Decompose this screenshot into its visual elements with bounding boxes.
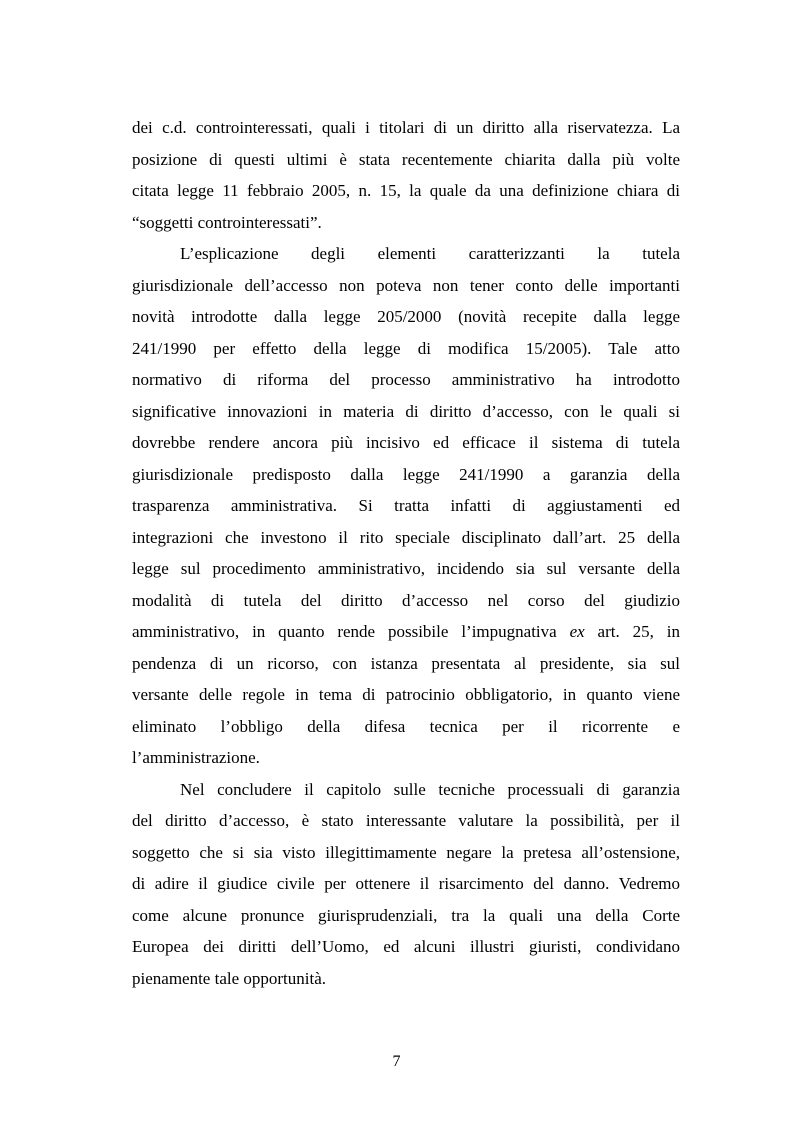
text-line: del diritto d’accesso, è stato interessante valutare la possibilità, per il (132, 811, 680, 830)
text-fragment: amministrativo, in quanto rende possibile l’impugnativa (132, 622, 570, 641)
text-line: legge sul procedimento amministrativo, incidendo sia sul versante della (132, 559, 680, 578)
page-number: 7 (392, 1053, 401, 1070)
text-line: novità introdotte dalla legge 205/2000 (novità recepite dalla legge (132, 307, 680, 326)
text-line: versante delle regole in tema di patrocinio obbligatorio, in quanto viene (132, 685, 680, 704)
text-line: L’esplicazione degli elementi caratterizzanti la tutela (180, 244, 680, 263)
text-line: 241/1990 per effetto della legge di modifica 15/2005). Tale atto (132, 338, 680, 358)
text-line: eliminato l’obbligo della difesa tecnica per il ricorrente e (132, 716, 680, 736)
text-line: trasparenza amministrativa. Si tratta infatti di aggiustamenti ed (132, 496, 680, 515)
text-line: integrazioni che investono il rito speciale disciplinato dall’art. 25 della (132, 527, 680, 547)
text-line: citata legge 11 febbraio 2005, n. 15, la quale da una definizione chiara di (132, 181, 680, 200)
paragraph-3 (132, 774, 680, 995)
text-line: dovrebbe rendere ancora più incisivo ed efficace il sistema di tutela (132, 433, 680, 452)
text-line: giurisdizionale predisposto dalla legge 241/1990 a garanzia della (132, 464, 680, 484)
text-line: posizione di questi ultimi è stata recentemente chiarita dalla più volte (132, 149, 680, 169)
text-line: “soggetti controinteressati”. (132, 212, 322, 232)
paragraph-1 (132, 112, 680, 238)
italic-fragment: ex (569, 622, 585, 641)
text-line: normativo di riforma del processo amministrativo ha introdotto (132, 370, 680, 389)
text-line: pienamente tale opportunità. (132, 968, 327, 988)
paragraph-2 (132, 238, 680, 774)
text-line: significative innovazioni in materia di diritto d’accesso, con le quali si (132, 401, 680, 421)
document-body (132, 112, 680, 994)
text-line: modalità di tutela del diritto d’accesso nel corso del giudizio (132, 590, 680, 610)
text-line: Europea dei diritti dell’Uomo, ed alcuni illustri giuristi, condividano (132, 937, 680, 956)
text-line: dei c.d. controinteressati, quali i titolari di un diritto alla riservatezza. La (132, 118, 680, 137)
text-line: Nel concludere il capitolo sulle tecniche processuali di garanzia (180, 779, 680, 799)
text-line: pendenza di un ricorso, con istanza presentata al presidente, sia sul (132, 653, 680, 673)
text-fragment: art. 25, in (584, 622, 680, 641)
text-line: soggetto che si sia visto illegittimamente negare la pretesa all’ostensione, (132, 842, 680, 862)
text-line: come alcune pronunce giurisprudenziali, tra la quali una della Corte (132, 905, 680, 925)
text-line: giurisdizionale dell’accesso non poteva non tener conto delle importanti (132, 275, 680, 295)
text-line: l’amministrazione. (132, 748, 260, 767)
text-line-with-italic (132, 616, 680, 648)
text-line: di adire il giudice civile per ottenere il risarcimento del danno. Vedremo (132, 874, 680, 893)
